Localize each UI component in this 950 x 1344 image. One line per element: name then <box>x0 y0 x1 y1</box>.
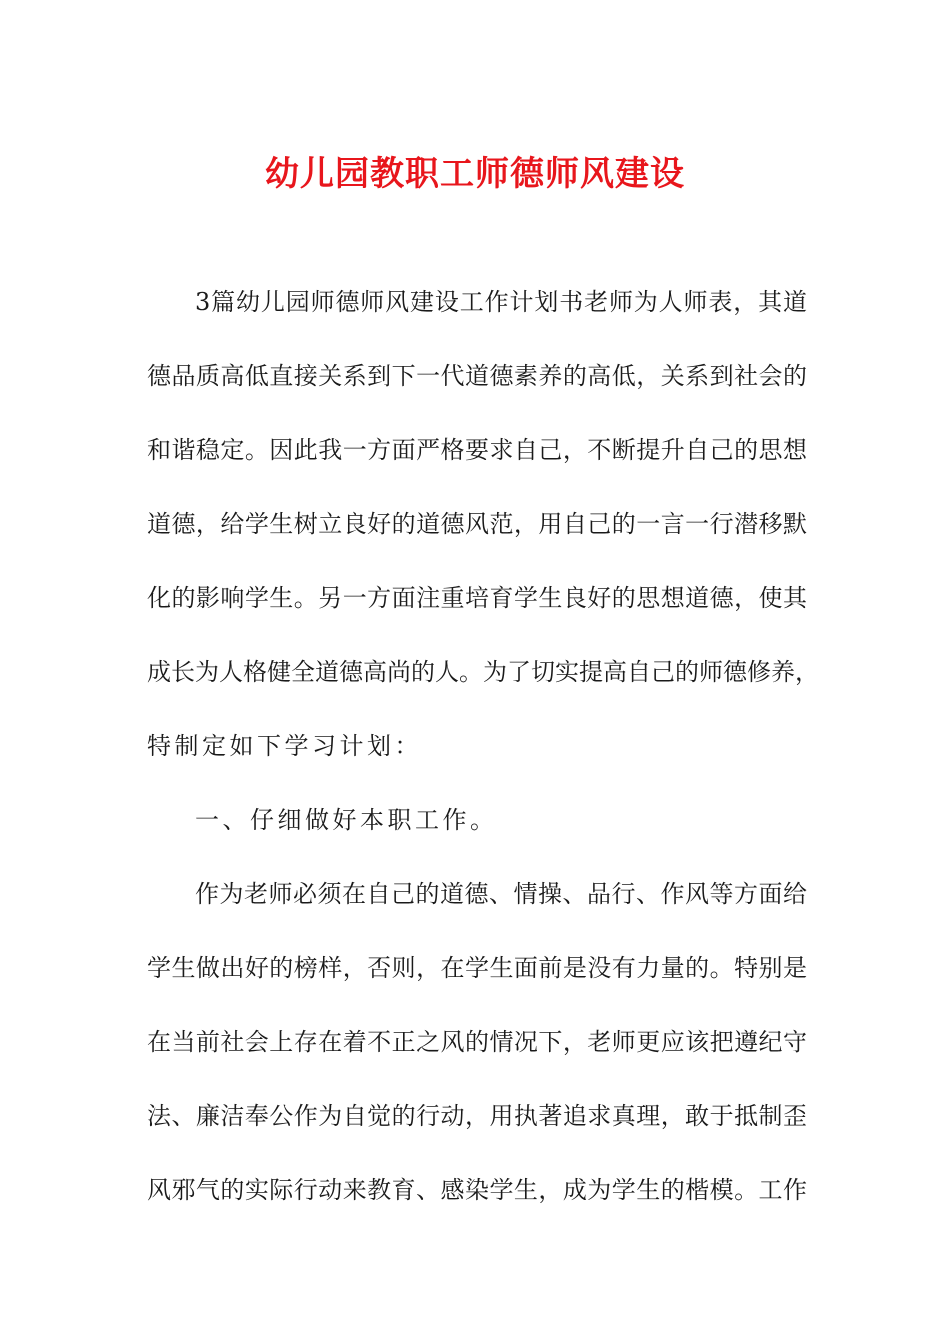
paragraph-line: 道德，给学生树立良好的道德风范，用自己的一言一行潜移默 <box>147 510 807 538</box>
paragraph-line: 德品质高低直接关系到下一代道德素养的高低，关系到社会的 <box>147 362 807 390</box>
paragraph-line: 学生做出好的榜样，否则，在学生面前是没有力量的。特别是 <box>147 954 807 982</box>
paragraph-line: 法、廉洁奉公作为自觉的行动，用执著追求真理，敢于抵制歪 <box>147 1102 807 1130</box>
paragraph-line: 和谐稳定。因此我一方面严格要求自己，不断提升自己的思想 <box>147 436 807 464</box>
paragraph-line: 作为老师必须在自己的道德、情操、品行、作风等方面给 <box>195 880 807 908</box>
paragraph-line: 3篇幼儿园师德师风建设工作计划书老师为人师表，其道 <box>195 288 807 316</box>
paragraph-line: 风邪气的实际行动来教育、感染学生，成为学生的楷模。工作 <box>147 1176 807 1204</box>
paragraph-line: 在当前社会上存在着不正之风的情况下，老师更应该把遵纪守 <box>147 1028 807 1056</box>
document-title: 幼儿园教职工师德师风建设 <box>265 154 685 194</box>
paragraph-line: 化的影响学生。另一方面注重培育学生良好的思想道德，使其 <box>147 584 807 612</box>
document-body <box>147 284 819 1246</box>
section-heading: 一、仔细做好本职工作。 <box>195 806 498 834</box>
paragraph-line: 特制定如下学习计划： <box>147 732 422 760</box>
paragraph-line: 成长为人格健全道德高尚的人。为了切实提高自己的师德修养， <box>147 658 819 686</box>
